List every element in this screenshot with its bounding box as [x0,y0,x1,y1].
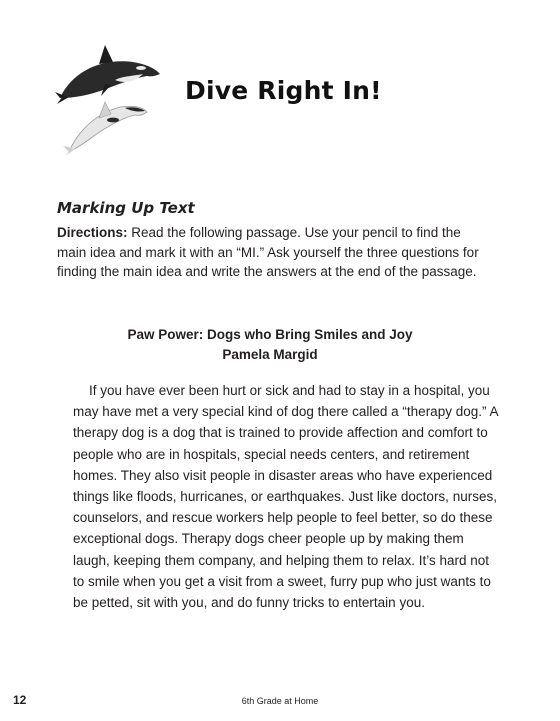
passage-title: Paw Power: Dogs who Bring Smiles and Joy [127,327,413,342]
directions-text: Read the following passage. Use your pencil to find the main idea and mark it with an “MI.” Ask yourself the three questions for finding the main idea and write the answers at the end of the passage. [57,225,479,279]
passage-body: If you have ever been hurt or sick and had to stay in a hospital, you may have met a very special kind of dog there called a “therapy dog.” A therapy dog is a dog that is trained to provide affection and comfort to people who are in hospitals, special needs centers, and retirement homes. They also visit people in disaster areas who have experienced things like floods, hurricanes, or earthquakes. Just like doctors, nurses, counselors, and rescue workers help people to feel better, so do these exceptional dogs. Therapy dogs cheer people up by making them laugh, keeping them company, and helping them to relax. It’s hard not to smile when you get a visit from a sweet, furry pup who just wants to be petted, sit with you, and do funny tricks to entertain you. [73,383,498,611]
page-title: Dive Right In! [185,76,382,105]
directions-paragraph [57,223,487,282]
directions-label: Directions: [57,225,128,240]
section-heading: Marking Up Text [57,199,195,217]
page-number: 12 [13,693,27,707]
passage-author: Pamela Margid [222,347,318,362]
dark-orca-icon [55,45,160,104]
footer-book-title: 6th Grade at Home [241,696,319,706]
jumping-orca-dolphins-icon [55,40,165,155]
light-dolphin-icon [63,102,147,155]
